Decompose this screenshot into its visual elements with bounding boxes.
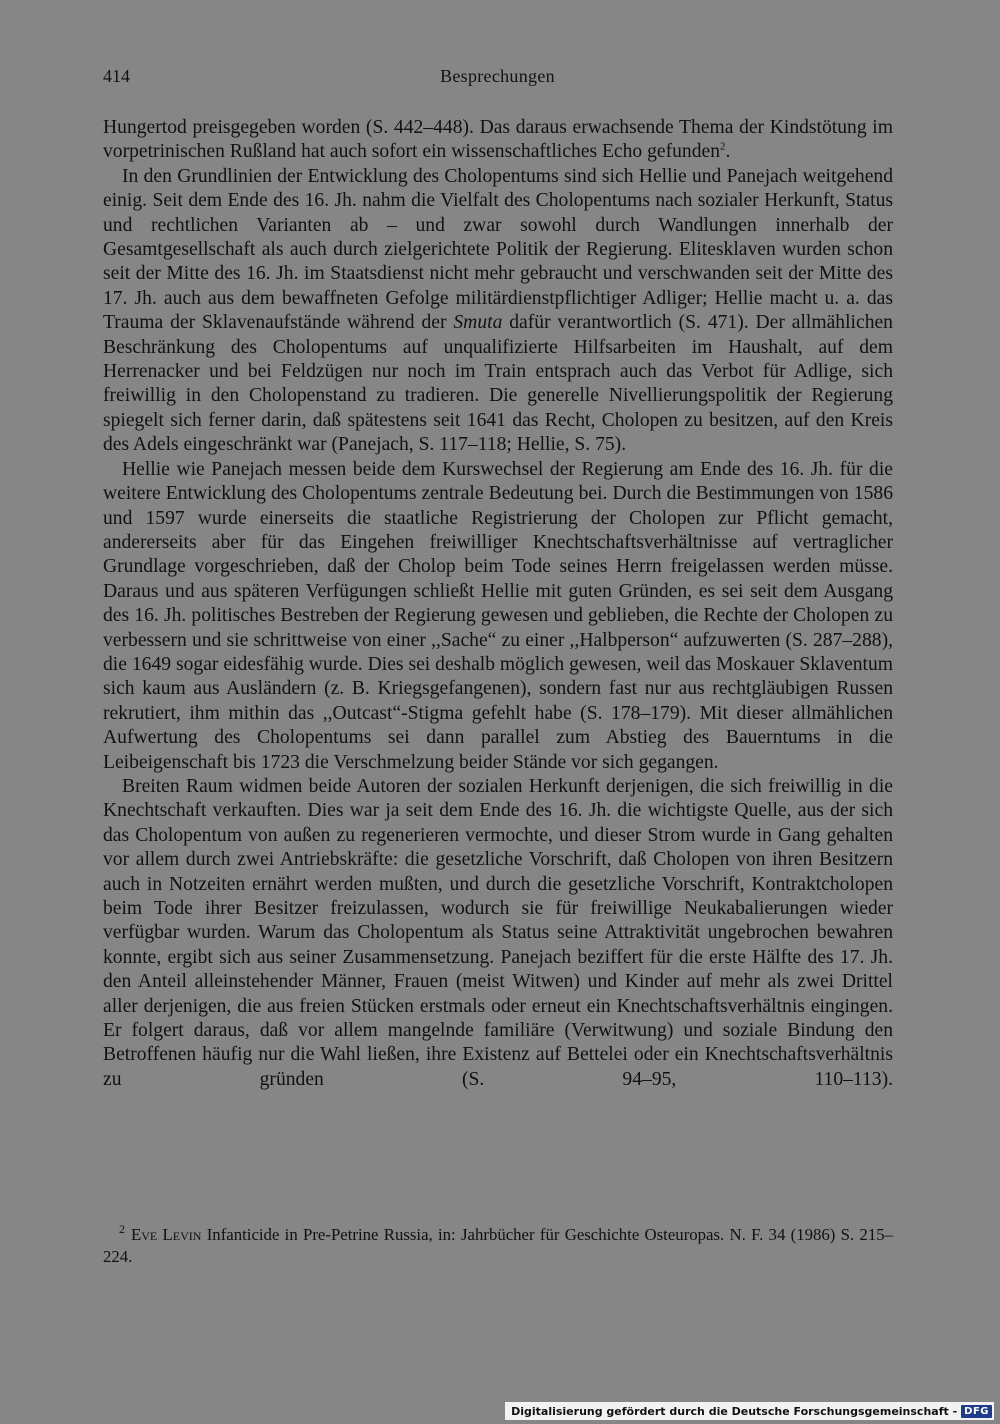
footnote: 2 Eve Levin Infanticide in Pre-Petrine Russia, in: Jahrbücher für Geschichte Osteuropas. N. F. 34 (1986) S. 215–224. xyxy=(103,1222,893,1266)
body-text xyxy=(103,116,893,1092)
paragraph-2-text-b: dafür verantwortlich (S. 471). Der allmählichen Beschränkung des Cholopentums auf unqualifizierte Hilfsarbeiten im Haushalt, auf dem Herrenacker und bei Feldzügen nur noch im Train entsprach auch das Verbot für Adlige, sich freiwillig in den Cholopenstand zu tradieren. Die generelle Nivellierungspolitik der Regierung spiegelt sich ferner darin, daß spätestens seit 1641 das Recht, Cholopen zu besitzen, auf den Kreis des Adels eingeschränkt war (Panejach, S. 117–118; Hellie, S. 75). xyxy=(103,312,893,456)
running-title: Besprechungen xyxy=(440,66,555,86)
smuta-term: Smuta xyxy=(453,312,503,334)
paragraph-2 xyxy=(103,165,893,458)
paragraph-2-text-a: In den Grundlinien der Entwicklung des Cholopentums sind sich Hellie und Panejach weitgehend einig. Seit dem Ende des 16. Jh. nahm die Vielfalt des Cholopentums nach sozialer Herkunft, Status und rechtlichen Varianten ab – und zwar sowohl durch Wandlungen innerhalb der Gesamtgesellschaft als auch durch zielgerichtete Politik der Regierung. Elitesklaven wurden schon seit der Mitte des 16. Jh. im Staatsdienst nicht mehr gebraucht und verschwanden seit der Mitte des 17. Jh. auch aus dem bewaffneten Gefolge militärdienstpflichtiger Adliger; Hellie macht u. a. das Trauma der Sklavenaufstände während der xyxy=(103,165,893,334)
footnote-reference[interactable]: 2 xyxy=(720,140,726,153)
paragraph-3: Hellie wie Panejach messen beide dem Kurswechsel der Regierung am Ende des 16. Jh. für die weitere Entwicklung des Cholopentums zentrale Bedeutung bei. Durch die Bestimmungen von 1586 und 1597 wurde einerseits die staatliche Registrierung der Cholopen zur Pflicht gemacht, andererseits aber für das Eingehen freiwilliger Knechtschaftsverhältnisse auf vertraglicher Grundlage vorgeschrieben, daß der Cholop beim Tode seines Herrn freigelassen werden müsse. Daraus und aus späteren Verfügungen schließt Hellie mit guten Gründen, es sei seit dem Ausgang des 16. Jh. politisches Bestreben der Regierung gewesen und geblieben, die Rechte der Cholopen zu verbessern und sie schrittweise von einer ,,Sache“ zu einer ,,Halbperson“ aufzuwerten (S. 287–288), die 1649 sogar eidesfähig wurde. Dies sei deshalb möglich gewesen, weil das Moskauer Sklaventum sich kaum aus Ausländern (z. B. Kriegsgefangenen), sondern fast nur aus rechtgläubigen Russen rekrutiert, ihm mithin das ,,Outcast“-Stigma gefehlt habe (S. 178–179). Mit dieser allmählichen Aufwertung des Cholopentums sei dann parallel zum Abstieg des Bauerntums in die Leibeigenschaft bis 1723 die Verschmelzung beider Stände vor sich gegangen. xyxy=(103,458,893,773)
paragraph-1-text: Hungertod preisgegeben worden (S. 442–448). Das daraus erwachsende Thema der Kindstötung im vorpetrinischen Rußland hat auch sofort ein wissenschaftliches Echo gefunden xyxy=(103,117,893,163)
page-header xyxy=(103,66,892,92)
paragraph-1-end: . xyxy=(725,141,731,163)
funding-banner xyxy=(505,1402,994,1420)
dfg-logo: DFG xyxy=(961,1405,992,1418)
paragraph-4: Breiten Raum widmen beide Autoren der sozialen Herkunft derjenigen, die sich freiwillig in die Knechtschaft verkauften. Dies war ja seit dem Ende des 16. Jh. die wichtigste Quelle, aus der sich das Cholopentum von außen zu regenerieren vermochte, und dieser Strom wurde in Gang gehalten vor allem durch zwei Antriebskräfte: die gesetzliche Vorschrift, daß Cholopen von ihren Besitzern auch in Notzeiten ernährt werden mußten, und durch die gesetzliche Vorschrift, Kontraktcholopen beim Tode ihrer Besitzer freizulassen, wodurch sie für freiwillige Neukabalierungen wieder verfügbar wurden. Warum das Cholopentum als Status seine Attraktivität ungebrochen bewahren konnte, ergibt sich aus seiner Zusammensetzung. Panejach beziffert für die erste Hälfte des 17. Jh. den Anteil alleinstehender Männer, Frauen (meist Witwen) und Kinder auf mehr als zwei Drittel aller derjenigen, die aus freien Stücken erstmals oder erneut ein Knechtschaftsverhältnis eingingen. Er folgert daraus, daß vor allem mangelnde familiäre (Verwitwung) und soziale Bindung den Betroffenen häufig nur die Wahl ließen, ihre Existenz auf Bettelei oder ein Knechtschaftsverhältnis zu gründen (S. 94–95, 110–113). xyxy=(103,775,893,1090)
footnote-author: Eve Levin xyxy=(131,1225,202,1244)
paragraph-1 xyxy=(103,116,893,165)
footnote-text: Infanticide in Pre-Petrine Russia, in: Jahrbücher für Geschichte Osteuropas. N. F. 34 (1986) S. 215–224. xyxy=(103,1225,893,1266)
page-number: 414 xyxy=(103,66,130,86)
funding-banner-text: Digitalisierung gefördert durch die Deutsche Forschungsgemeinschaft - xyxy=(511,1404,958,1418)
